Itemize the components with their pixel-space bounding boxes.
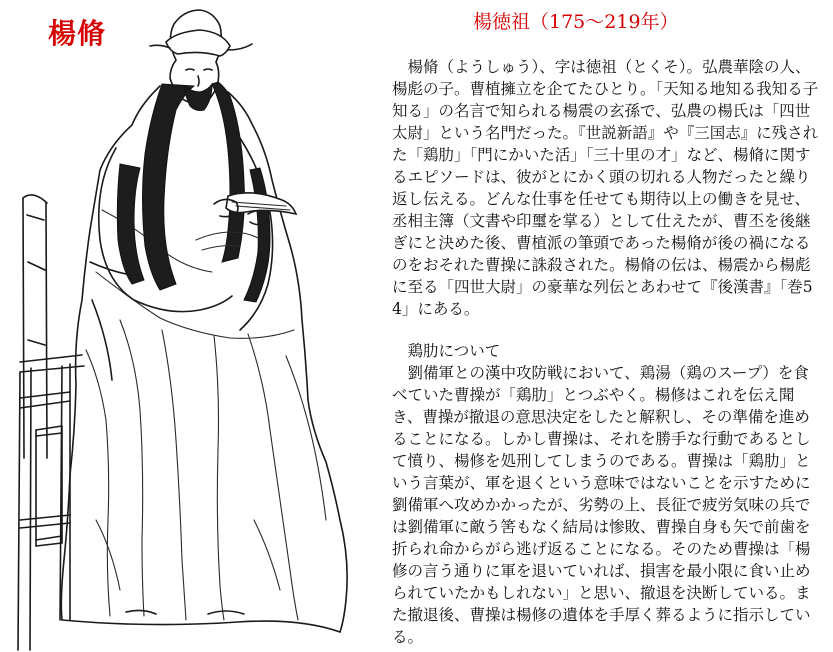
portrait-panel [0,0,378,652]
article-paragraph-1: 楊脩（ようしゅう）、字は徳祖（とくそ）。弘農華陰の人、楊彪の子。曹植擁立を企てたひとり。「天知る地知る我知る子知る」の名言で知られる楊震の玄孫で、弘農の楊氏は「四世太尉」という名門だった。『世説新語』や『三国志』に残された「鶏肋」「門にかいた活」「三十里の才」など、楊脩に関するエピソードは、彼がとにかく頭の切れる人物だったと繰り返し伝える。どんな仕事を任せても期待以上の働きを見せ、丞相主簿（文書や印璽を掌る）として仕えたが、曹丕を後継ぎにと決めた後、曹植派の筆頭であった楊脩が後の禍になるのをおそれた曹操に誅殺された。楊脩の伝は、楊震から楊彪に至る「四世大尉」の豪華な列伝とあわせて『後漢書』「巻54」にある。 [392,58,819,318]
figure-robe [61,86,347,632]
article-body [392,56,822,648]
article-title: 楊徳祖（175〜219年） [473,11,679,33]
section-heading: 鶏肋について [407,342,501,360]
article-paragraph-2: 劉備軍との漢中攻防戦において、鶏湯（鶏のスープ）を食べていた曹操が「鶏肋」とつぶやく。楊修はこれを伝え聞き、曹操が撤退の意思決定をしたと解釈し、その準備を進めることになる。しかし曹操は、それを勝手な行動であるとして憤り、楊修を処刑してしまうのである。曹操は「鶏肋」という言葉が、軍を退くという意味ではないことを示すために劉備軍へ攻めかかったが、劣勢の上、長征で疲労気味の兵では劉備軍に敵う筈もなく結局は惨敗、曹操自身も矢で前歯を折られ命からがら逃げ返ることになる。そのため曹操は「楊修の言う通りに軍を退いていれば、損害を最小限に食い止められていたかもしれない」と思い、撤退を決断している。また撤退後、曹操は楊修の遺体を手厚く葬るように指示している。 [392,364,811,646]
robe-sleeves [99,132,273,330]
robe-collar [143,82,245,290]
portrait-name-label: 楊脩 [48,17,107,50]
text-panel [388,0,825,652]
portrait-line-drawing [0,0,378,652]
